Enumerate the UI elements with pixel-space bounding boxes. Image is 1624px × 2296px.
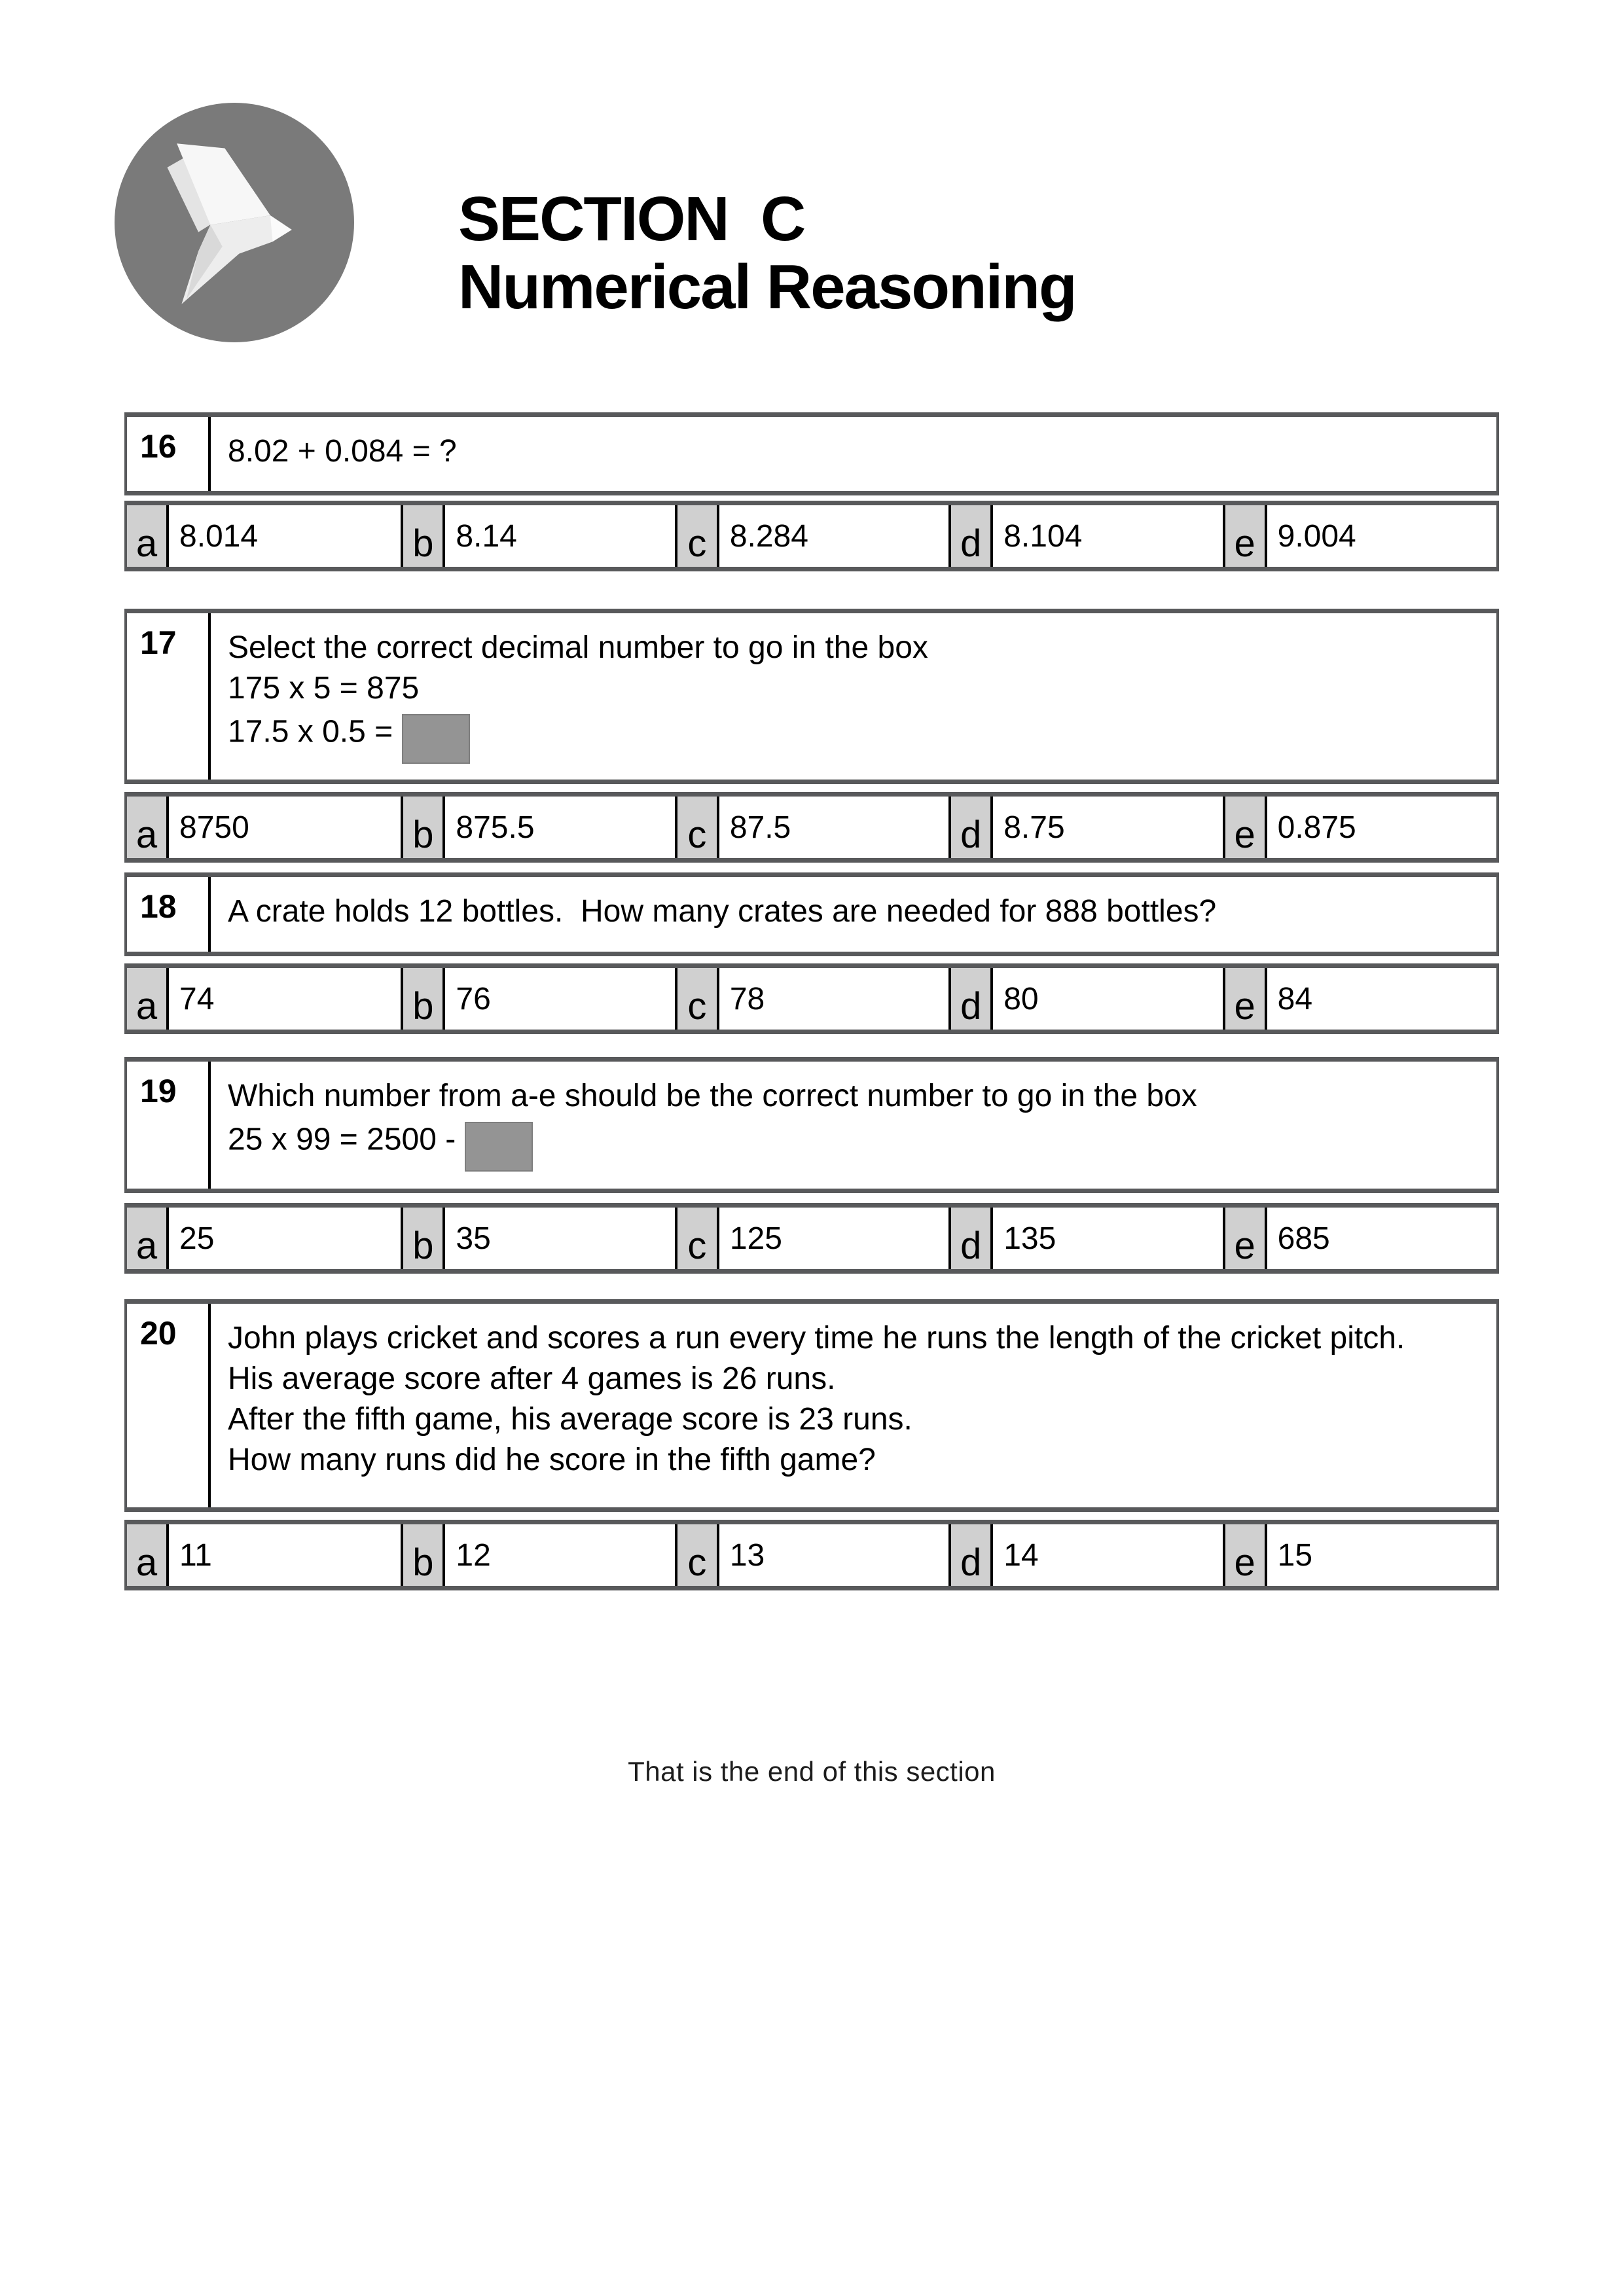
answer-option	[401, 1524, 674, 1586]
answer-option	[127, 505, 401, 567]
answer-option	[675, 505, 948, 567]
option-letter: d	[948, 797, 993, 858]
option-value: 76	[456, 981, 491, 1016]
option-letter: d	[948, 1208, 993, 1269]
answer-option	[1223, 1208, 1496, 1269]
question-17-answer-row	[124, 792, 1499, 863]
option-letter: b	[401, 797, 445, 858]
option-value: 8.75	[1003, 810, 1065, 845]
question-line: A crate holds 12 bottles. How many crates are needed for 888 bottles?	[228, 894, 1217, 929]
question-line	[228, 709, 1483, 759]
option-letter: b	[401, 1208, 445, 1269]
question-18-answer-row	[124, 963, 1499, 1034]
option-letter: b	[401, 505, 445, 567]
question-number: 17	[127, 613, 211, 780]
section-title-line2: Numerical Reasoning	[458, 251, 1076, 322]
option-letter: b	[401, 1524, 445, 1586]
option-value: 8.284	[729, 518, 808, 554]
option-value: 11	[179, 1537, 212, 1573]
option-value: 25	[179, 1221, 215, 1256]
option-letter: a	[127, 797, 169, 858]
option-letter: e	[1223, 505, 1267, 567]
option-value: 74	[179, 981, 215, 1016]
origami-bird-icon	[100, 334, 369, 345]
option-value: 875.5	[456, 810, 535, 845]
answer-option	[401, 1208, 674, 1269]
option-value: 15	[1277, 1537, 1313, 1573]
question-20-box	[124, 1299, 1499, 1512]
question-list	[124, 412, 1499, 1787]
question-19-answer-row	[124, 1203, 1499, 1274]
option-value: 35	[456, 1221, 491, 1256]
question-line-text: 17.5 x 0.5 =	[228, 714, 393, 749]
question-number: 18	[127, 877, 211, 952]
answer-option	[948, 1208, 1222, 1269]
option-letter: a	[127, 1524, 169, 1586]
answer-option	[401, 968, 674, 1030]
option-letter: d	[948, 1524, 993, 1586]
question-17-box	[124, 609, 1499, 784]
question-line: John plays cricket and scores a run every time he runs the length of the cricket pitch.	[228, 1321, 1405, 1355]
question-text	[211, 877, 1496, 952]
question-number: 16	[127, 417, 211, 491]
option-letter: c	[675, 505, 719, 567]
answer-option	[401, 505, 674, 567]
answer-option	[675, 1208, 948, 1269]
publisher-logo	[100, 103, 369, 342]
answer-option	[948, 1524, 1222, 1586]
option-value: 87.5	[729, 810, 791, 845]
question-20-answer-row	[124, 1520, 1499, 1590]
option-letter: e	[1223, 968, 1267, 1030]
answer-box	[465, 1122, 533, 1172]
option-letter: c	[675, 1208, 719, 1269]
answer-option	[675, 1524, 948, 1586]
question-line: Select the correct decimal number to go in the box	[228, 630, 928, 665]
option-value: 8.104	[1003, 518, 1083, 554]
option-value: 0.875	[1277, 810, 1356, 845]
option-value: 14	[1003, 1537, 1039, 1573]
question-text	[211, 1304, 1496, 1507]
answer-option	[948, 505, 1222, 567]
option-letter: a	[127, 968, 169, 1030]
option-value: 125	[729, 1221, 782, 1256]
section-title	[458, 185, 1076, 321]
question-line: Which number from a-e should be the correct number to go in the box	[228, 1079, 1197, 1113]
option-letter: e	[1223, 1524, 1267, 1586]
option-letter: c	[675, 797, 719, 858]
question-number: 19	[127, 1062, 211, 1189]
answer-option	[1223, 797, 1496, 858]
option-value: 9.004	[1277, 518, 1356, 554]
option-letter: a	[127, 1208, 169, 1269]
answer-option	[127, 797, 401, 858]
question-18-box	[124, 872, 1499, 956]
question-line: His average score after 4 games is 26 runs.	[228, 1361, 836, 1396]
option-value: 13	[729, 1537, 765, 1573]
question-text	[211, 1062, 1496, 1189]
option-value: 8750	[179, 810, 249, 845]
question-line-text: 25 x 99 = 2500 -	[228, 1122, 456, 1157]
question-16-answer-row	[124, 501, 1499, 571]
answer-option	[1223, 968, 1496, 1030]
answer-option	[1223, 505, 1496, 567]
option-value: 8.14	[456, 518, 517, 554]
question-line: How many runs did he score in the fifth game?	[228, 1443, 876, 1477]
question-19-box	[124, 1057, 1499, 1193]
question-16-box	[124, 412, 1499, 495]
option-value: 78	[729, 981, 765, 1016]
question-text	[211, 417, 1496, 491]
answer-option	[127, 1208, 401, 1269]
answer-box	[402, 714, 470, 764]
answer-option	[1223, 1524, 1496, 1586]
answer-option	[675, 797, 948, 858]
answer-option	[948, 968, 1222, 1030]
option-letter: d	[948, 505, 993, 567]
question-number: 20	[127, 1304, 211, 1507]
option-letter: e	[1223, 797, 1267, 858]
option-value: 12	[456, 1537, 491, 1573]
option-letter: b	[401, 968, 445, 1030]
answer-option	[948, 797, 1222, 858]
option-value: 80	[1003, 981, 1039, 1016]
option-letter: c	[675, 968, 719, 1030]
option-value: 84	[1277, 981, 1313, 1016]
section-title-line1: SECTION C	[458, 184, 805, 254]
question-line: After the fifth game, his average score is 23 runs.	[228, 1402, 912, 1437]
question-line	[228, 1117, 1483, 1166]
option-letter: e	[1223, 1208, 1267, 1269]
question-text	[211, 613, 1496, 780]
option-letter: d	[948, 968, 993, 1030]
answer-option	[401, 797, 674, 858]
option-value: 685	[1277, 1221, 1330, 1256]
question-line: 175 x 5 = 875	[228, 671, 420, 706]
option-value: 8.014	[179, 518, 259, 554]
question-line: 8.02 + 0.084 = ?	[228, 434, 457, 469]
option-letter: a	[127, 505, 169, 567]
option-letter: c	[675, 1524, 719, 1586]
option-value: 135	[1003, 1221, 1056, 1256]
end-of-section-text: That is the end of this section	[628, 1756, 996, 1787]
answer-option	[127, 968, 401, 1030]
answer-option	[127, 1524, 401, 1586]
answer-option	[675, 968, 948, 1030]
